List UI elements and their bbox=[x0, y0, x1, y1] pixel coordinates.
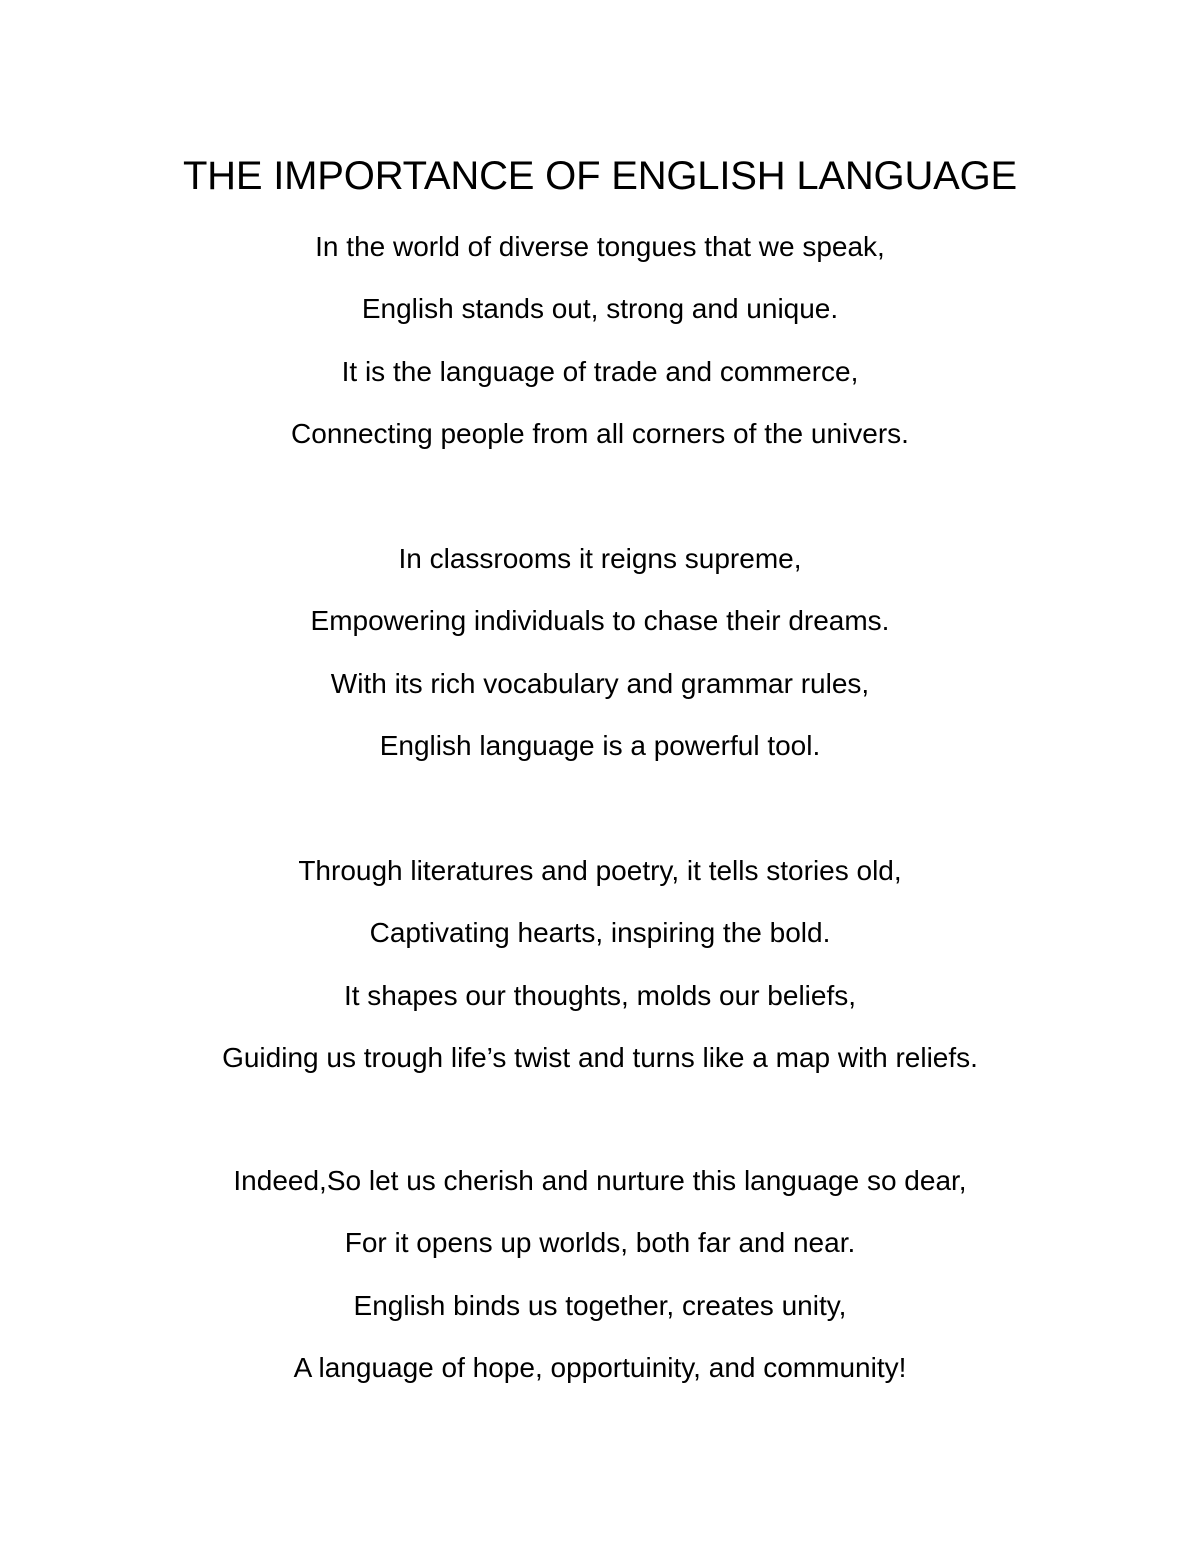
poem-line: Empowering individuals to chase their dreams. bbox=[310, 605, 890, 637]
poem-line: A language of hope, opportuinity, and community! bbox=[293, 1352, 907, 1384]
poem-line: In classrooms it reigns supreme, bbox=[398, 543, 802, 574]
poem-line: English stands out, strong and unique. bbox=[361, 293, 839, 325]
stanza-3 bbox=[0, 840, 1200, 1090]
poem-title: THE IMPORTANCE OF ENGLISH LANGUAGE bbox=[182, 154, 1018, 198]
poem-line: English binds us together, creates unity, bbox=[353, 1289, 847, 1321]
stanza-2 bbox=[0, 528, 1200, 778]
stanza-1 bbox=[0, 216, 1200, 466]
poem-line: Guiding us trough life’s twist and turns like a map with reliefs. bbox=[222, 1042, 978, 1074]
poem-line: For it opens up worlds, both far and near. bbox=[344, 1227, 856, 1259]
poem-line: English language is a powerful tool. bbox=[379, 730, 821, 762]
poem-line: Connecting people from all corners of the univers. bbox=[291, 418, 909, 450]
poem-line: In the world of diverse tongues that we speak, bbox=[315, 231, 885, 262]
poem-line: Indeed,So let us cherish and nurture this language so dear, bbox=[233, 1165, 967, 1196]
poem-line: Through literatures and poetry, it tells stories old, bbox=[298, 855, 902, 886]
poem-line: Captivating hearts, inspiring the bold. bbox=[369, 917, 831, 949]
stanza-4 bbox=[0, 1150, 1200, 1400]
poem-line: It shapes our thoughts, molds our beliefs, bbox=[343, 979, 857, 1011]
poem-line: With its rich vocabulary and grammar rules, bbox=[330, 667, 870, 699]
poem-line: It is the language of trade and commerce, bbox=[341, 355, 859, 387]
